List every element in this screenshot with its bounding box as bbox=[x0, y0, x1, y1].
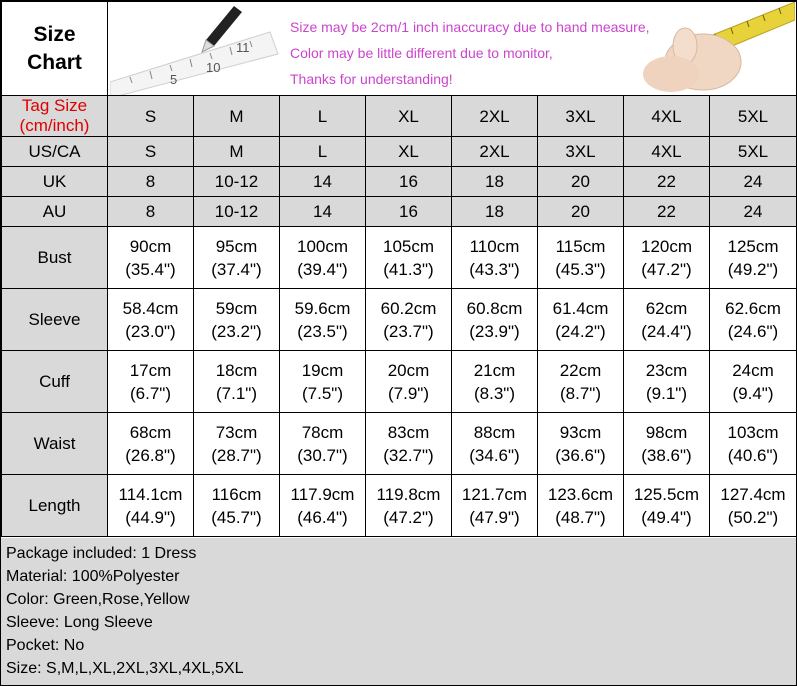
table-cell: XL bbox=[366, 137, 452, 167]
table-cell: 5XL bbox=[710, 137, 797, 167]
table-cell: 58.4cm (23.0") bbox=[108, 289, 194, 351]
row-label: UK bbox=[2, 167, 108, 197]
measure-banner bbox=[108, 2, 797, 96]
table-cell: 22 bbox=[624, 197, 710, 227]
size-header: M bbox=[194, 96, 280, 137]
size-header: 4XL bbox=[624, 96, 710, 137]
info-line: Sleeve: Long Sleeve bbox=[6, 614, 153, 631]
table-cell: S bbox=[108, 137, 194, 167]
table-cell: 17cm (6.7") bbox=[108, 351, 194, 413]
table-cell: M bbox=[194, 137, 280, 167]
info-line: Color: Green,Rose,Yellow bbox=[6, 591, 190, 608]
table-cell: 120cm (47.2") bbox=[624, 227, 710, 289]
table-cell: 22 bbox=[624, 167, 710, 197]
table-cell: 88cm (34.6") bbox=[452, 413, 538, 475]
table-cell: 125cm (49.2") bbox=[710, 227, 797, 289]
tag-size-label: Tag Size (cm/inch) bbox=[2, 96, 108, 137]
table-cell: 121.7cm (47.9") bbox=[452, 475, 538, 537]
table-row bbox=[2, 167, 797, 197]
table-cell: 68cm (26.8") bbox=[108, 413, 194, 475]
table-cell: 8 bbox=[108, 167, 194, 197]
table-cell: 14 bbox=[280, 167, 366, 197]
table-cell: 2XL bbox=[452, 137, 538, 167]
table-cell: 8 bbox=[108, 197, 194, 227]
table-cell: 125.5cm (49.4") bbox=[624, 475, 710, 537]
table-row bbox=[2, 197, 797, 227]
note-line: Size may be 2cm/1 inch inaccuracy due to hand measure, bbox=[290, 19, 650, 35]
size-header: L bbox=[280, 96, 366, 137]
size-header: S bbox=[108, 96, 194, 137]
table-cell: 24 bbox=[710, 197, 797, 227]
size-header: 3XL bbox=[538, 96, 624, 137]
table-cell: 115cm (45.3") bbox=[538, 227, 624, 289]
table-cell: 90cm (35.4") bbox=[108, 227, 194, 289]
table-cell: 59cm (23.2") bbox=[194, 289, 280, 351]
table-cell: 83cm (32.7") bbox=[366, 413, 452, 475]
table-cell: 78cm (30.7") bbox=[280, 413, 366, 475]
size-table bbox=[1, 1, 797, 537]
table-cell: 73cm (28.7") bbox=[194, 413, 280, 475]
table-cell: L bbox=[280, 137, 366, 167]
table-cell: 60.2cm (23.7") bbox=[366, 289, 452, 351]
table-cell: 127.4cm (50.2") bbox=[710, 475, 797, 537]
row-label: US/CA bbox=[2, 137, 108, 167]
table-cell: 16 bbox=[366, 167, 452, 197]
info-line: Size: S,M,L,XL,2XL,3XL,4XL,5XL bbox=[6, 660, 244, 677]
table-cell: 60.8cm (23.9") bbox=[452, 289, 538, 351]
info-line: Package included: 1 Dress bbox=[6, 545, 197, 562]
table-cell: 98cm (38.6") bbox=[624, 413, 710, 475]
table-cell: 10-12 bbox=[194, 167, 280, 197]
table-cell: 18 bbox=[452, 197, 538, 227]
table-cell: 117.9cm (46.4") bbox=[280, 475, 366, 537]
size-header: 5XL bbox=[710, 96, 797, 137]
table-cell: 23cm (9.1") bbox=[624, 351, 710, 413]
table-cell: 20 bbox=[538, 167, 624, 197]
table-cell: 119.8cm (47.2") bbox=[366, 475, 452, 537]
table-cell: 24 bbox=[710, 167, 797, 197]
table-cell: 22cm (8.7") bbox=[538, 351, 624, 413]
ruler-mark: 11 bbox=[236, 40, 250, 55]
table-cell: 20cm (7.9") bbox=[366, 351, 452, 413]
table-cell: 110cm (43.3") bbox=[452, 227, 538, 289]
size-header: XL bbox=[366, 96, 452, 137]
table-cell: 20 bbox=[538, 197, 624, 227]
table-cell: 114.1cm (44.9") bbox=[108, 475, 194, 537]
row-label: Bust bbox=[2, 227, 108, 289]
row-label: Length bbox=[2, 475, 108, 537]
product-info bbox=[1, 538, 796, 685]
pen-ruler-illustration bbox=[110, 2, 280, 96]
table-row bbox=[2, 137, 797, 167]
table-cell: 116cm (45.7") bbox=[194, 475, 280, 537]
ruler-mark: 5 bbox=[170, 72, 178, 87]
note-line: Color may be little different due to monitor, bbox=[290, 45, 553, 61]
table-cell: 93cm (36.6") bbox=[538, 413, 624, 475]
table-cell: 19cm (7.5") bbox=[280, 351, 366, 413]
info-line: Material: 100%Polyester bbox=[6, 568, 180, 585]
table-cell: 4XL bbox=[624, 137, 710, 167]
table-cell: 62.6cm (24.6") bbox=[710, 289, 797, 351]
table-cell: 123.6cm (48.7") bbox=[538, 475, 624, 537]
row-label: AU bbox=[2, 197, 108, 227]
size-header: 2XL bbox=[452, 96, 538, 137]
table-cell: 18 bbox=[452, 167, 538, 197]
table-row bbox=[2, 413, 797, 475]
table-cell: 3XL bbox=[538, 137, 624, 167]
table-cell: 24cm (9.4") bbox=[710, 351, 797, 413]
table-cell: 16 bbox=[366, 197, 452, 227]
notes-text bbox=[290, 14, 650, 92]
note-line: Thanks for understanding! bbox=[290, 71, 453, 87]
row-label: Cuff bbox=[2, 351, 108, 413]
table-cell: 21cm (8.3") bbox=[452, 351, 538, 413]
table-cell: 10-12 bbox=[194, 197, 280, 227]
size-chart-title: Size Chart bbox=[2, 2, 108, 96]
table-cell: 61.4cm (24.2") bbox=[538, 289, 624, 351]
row-label: Sleeve bbox=[2, 289, 108, 351]
table-cell: 18cm (7.1") bbox=[194, 351, 280, 413]
table-row bbox=[2, 475, 797, 537]
ruler-mark: 10 bbox=[206, 60, 221, 75]
table-cell: 62cm (24.4") bbox=[624, 289, 710, 351]
table-cell: 59.6cm (23.5") bbox=[280, 289, 366, 351]
table-row bbox=[2, 289, 797, 351]
table-cell: 105cm (41.3") bbox=[366, 227, 452, 289]
table-cell: 95cm (37.4") bbox=[194, 227, 280, 289]
table-row bbox=[2, 227, 797, 289]
table-cell: 14 bbox=[280, 197, 366, 227]
table-cell: 103cm (40.6") bbox=[710, 413, 797, 475]
table-row bbox=[2, 351, 797, 413]
info-line: Pocket: No bbox=[6, 637, 85, 654]
row-label: Waist bbox=[2, 413, 108, 475]
table-cell: 100cm (39.4") bbox=[280, 227, 366, 289]
tape-measure-hand-illustration bbox=[635, 2, 795, 96]
